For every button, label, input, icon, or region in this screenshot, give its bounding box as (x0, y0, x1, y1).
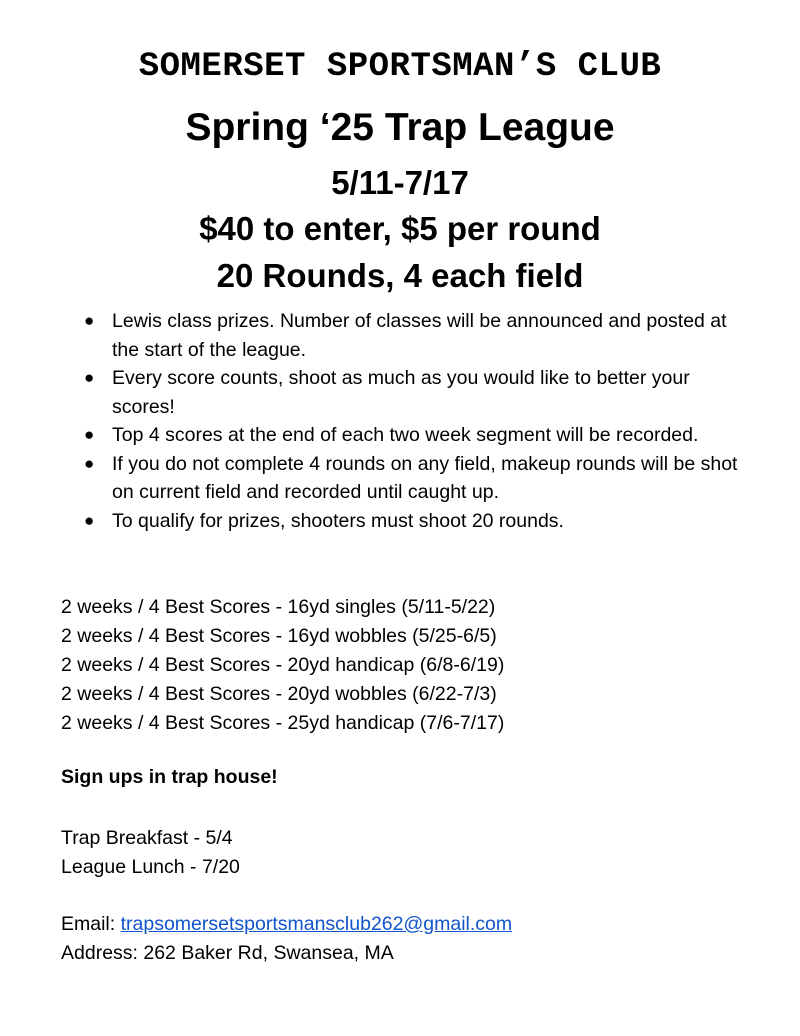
league-rounds: 20 Rounds, 4 each field (216, 257, 584, 294)
league-dates: 5/11-7/17 (331, 164, 469, 201)
rule-text: If you do not complete 4 rounds on any field, makeup rounds will be shot on current field and recorded until caught up. (112, 452, 738, 503)
rules-list (84, 307, 754, 535)
email-link[interactable]: trapsomersetsportsmansclub262@gmail.com (120, 913, 513, 935)
email-label: Email: (61, 913, 121, 935)
schedule-line: 2 weeks / 4 Best Scores - 25yd handicap (7/6-7/17) (61, 712, 505, 734)
schedule-list (61, 593, 504, 738)
bullet-icon: ● (84, 311, 95, 330)
list-item (84, 364, 754, 421)
schedule-line: 2 weeks / 4 Best Scores - 16yd wobbles (5/25-6/5) (61, 625, 497, 647)
event-breakfast: Trap Breakfast - 5/4 (61, 827, 233, 849)
rule-text: Top 4 scores at the end of each two week segment will be recorded. (112, 424, 699, 446)
rule-text: Every score counts, shoot as much as you would like to better your scores! (112, 367, 690, 418)
schedule-line: 2 weeks / 4 Best Scores - 20yd wobbles (6/22-7/3) (61, 683, 497, 705)
schedule-line: 2 weeks / 4 Best Scores - 16yd singles (5/11-5/22) (61, 596, 496, 618)
rule-text: Lewis class prizes. Number of classes will be announced and posted at the start of the league. (112, 310, 727, 361)
league-fees: $40 to enter, $5 per round (199, 210, 601, 247)
rule-text: To qualify for prizes, shooters must shoot 20 rounds. (112, 509, 564, 532)
email-line (61, 910, 512, 939)
bullet-icon: ● (84, 425, 95, 444)
event-lunch: League Lunch - 7/20 (61, 856, 240, 878)
address-line: Address: 262 Baker Rd, Swansea, MA (61, 942, 394, 964)
signup-note: Sign ups in trap house! (61, 766, 278, 788)
list-item (84, 307, 754, 364)
contact-block (61, 910, 512, 968)
list-item (84, 507, 754, 536)
league-title: Spring ‘25 Trap League (185, 106, 615, 149)
bullet-icon: ● (84, 510, 95, 530)
club-name: SOMERSET SPORTSMAN’S CLUB (138, 48, 662, 86)
events-list (61, 824, 240, 882)
list-item (84, 421, 754, 450)
list-item (84, 450, 754, 507)
bullet-icon: ● (84, 453, 95, 473)
schedule-line: 2 weeks / 4 Best Scores - 20yd handicap (6/8-6/19) (61, 654, 505, 676)
bullet-icon: ● (84, 368, 95, 387)
